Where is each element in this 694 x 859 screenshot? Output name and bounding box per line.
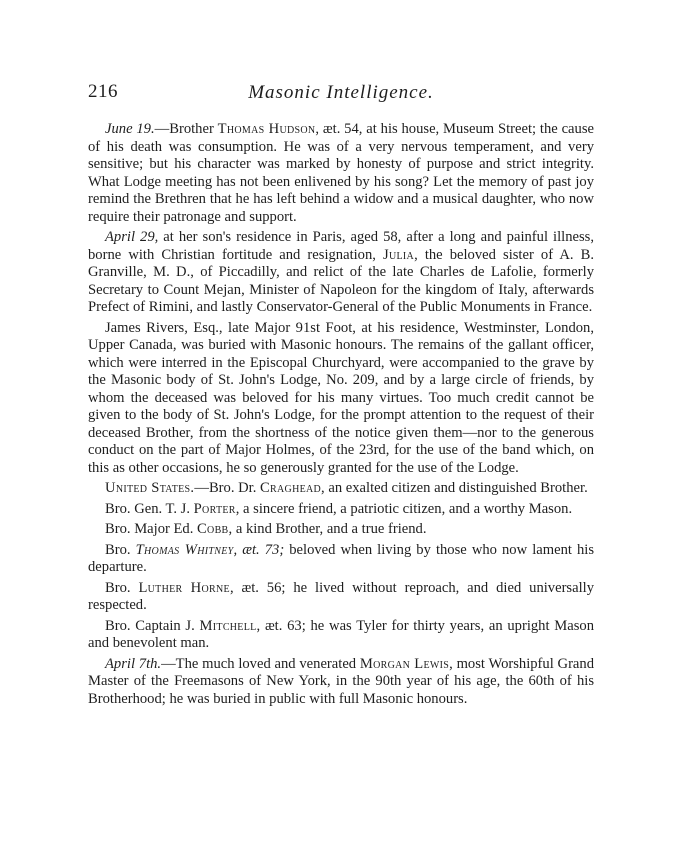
obituary-text: [88, 121, 594, 708]
deceased-name: Cobb: [197, 521, 229, 537]
obituary-cobb: Bro. Major Ed. Cobb, a kind Brother, and a true friend.: [105, 521, 427, 537]
section-lead: United States.: [105, 480, 195, 496]
obituary-whitney: Bro. Thomas Whitney, æt. 73; beloved when living by those who now lament his departure.: [88, 541, 595, 575]
obituary-thomas-hudson: June 19.—Brother Thomas Hudson, æt. 54, at his house, Museum Street; the cause of his death was consumption. He was of a very nervous temperament, and very sensitive; but his character was marked by honesty of purpose and strict integrity. What Lodge meeting has not been enlivened by his song? Let the memory of past joy remind the Brethren that he has left behind a widow and a musical daughter, who now require their patronage and support.: [88, 121, 594, 225]
obituary-james-rivers: James Rivers, Esq., late Major 91st Foot, at his residence, Westminster, London, Upper Canada, was buried with Masonic honours. The remains of the gallant officer, which were interred in the Episcopal Churchyard, were accompanied to the grave by the Masonic body of St. John's Lodge, No. 209, and by a large circle of friends, by whom the deceased was beloved for his many virtues. Too much credit cannot be given to the body of St. John's Lodge, for the prompt attention to the request of their deceased Brother, from the shortness of the notice given them—nor to the generous conduct on the part of Major Holmes, of the 23rd, for the use of the band which, on this as other occasions, he so generously granted for the use of the Lodge.: [88, 319, 594, 476]
entry-date: April 7th.: [105, 655, 162, 672]
deceased-name: Craghead: [260, 480, 322, 496]
obituary-luther-horne: Bro. Luther Horne, æt. 56; he lived without reproach, and died universally respected.: [88, 579, 594, 613]
obituary-porter: Bro. Gen. T. J. Porter, a sincere friend, a patriotic citizen, and a worthy Mason.: [105, 500, 573, 517]
deceased-name: Julia: [383, 246, 415, 263]
obituary-craghead: United States.—Bro. Dr. Craghead, an exalted citizen and distinguished Brother.: [105, 480, 588, 496]
deceased-name: Thomas Hudson: [217, 121, 316, 137]
running-title: Masonic Intelligence.: [248, 82, 434, 103]
entry-date: April 29,: [105, 229, 159, 245]
entry-date: June 19.: [105, 121, 155, 137]
deceased-name: Thomas Whitney: [135, 541, 234, 558]
deceased-name: Morgan Lewis: [359, 655, 450, 672]
deceased-name: Porter: [193, 500, 236, 517]
obituary-morgan-lewis: April 7th.—The much loved and venerated Morgan Lewis, most Worshipful Grand Master of the Freemasons of New York, in the 90th year of his age, the 60th of his Brotherhood; he was buried in public with full Masonic honours.: [88, 655, 595, 707]
page-header: [88, 81, 594, 105]
deceased-name: Luther Horne: [138, 579, 230, 596]
page-number: 216: [88, 81, 118, 102]
obituary-julia: April 29, at her son's residence in Paris, aged 58, after a long and painful illness, borne with Christian fortitude and resignation, Julia, the beloved sister of A. B. Granville, M. D., of Piccadilly, and relict of the late Charles de Lafolie, formerly Secretary to Count Mejan, Minister of Napoleon for the kingdom of Italy, afterwards Prefect of Rimini, and lastly Conservator-General of the Public Monuments in France.: [88, 229, 594, 315]
deceased-name: Mitchell: [199, 617, 257, 634]
obituary-mitchell: Bro. Captain J. Mitchell, æt. 63; he was Tyler for thirty years, an upright Mason and benevolent man.: [88, 617, 594, 651]
